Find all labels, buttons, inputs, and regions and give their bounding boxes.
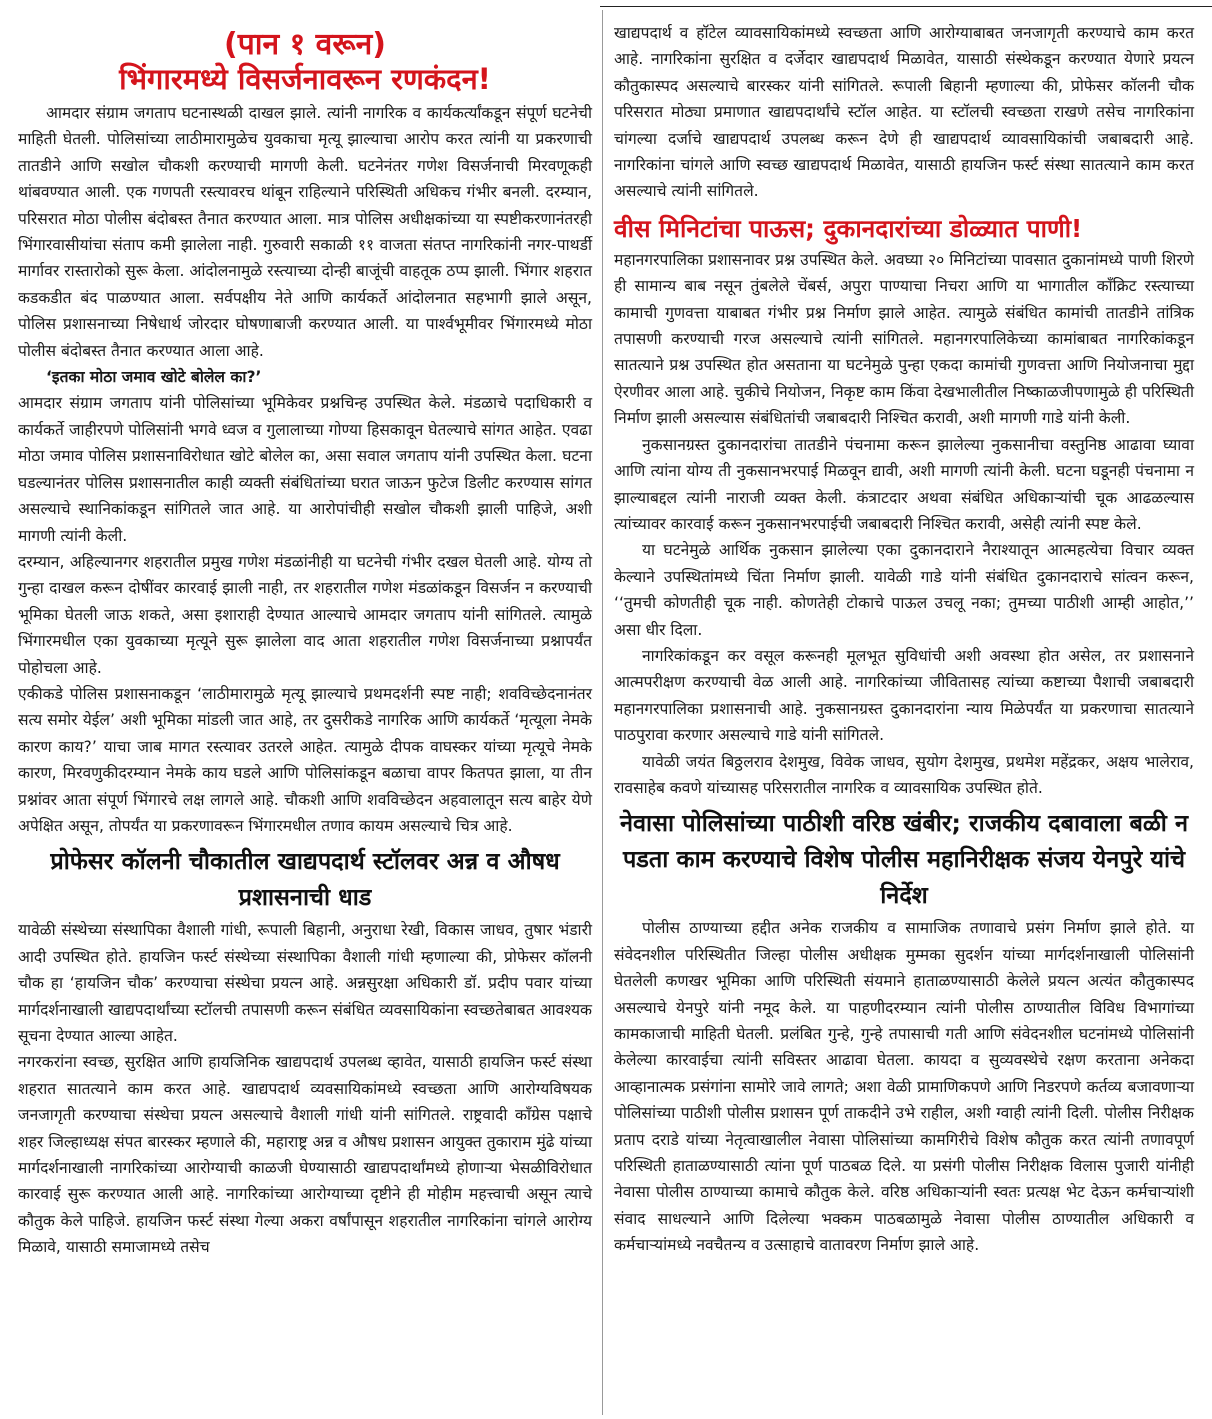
article-paragraph: आमदार संग्राम जगताप यांनी पोलिसांच्या भूमिकेवर प्रश्नचिन्ह उपस्थित केले. मंडळाचे पदाधिकारी व कार्यकर्ते जाहीरपणे पोलिसांनी भगवे ध्वज व गुलालाच्या गोण्या हिसकावून घेतल्याचे सांगत आहेत. एवढा मोठा जमाव पोलिस प्रशासनाविरोधात खोटे बोलेल का, असा सवाल जगताप यांनी उपस्थित केला. घटना घडल्यानंतर पोलिस प्रशासनातील काही व्यक्ती संबंधितांच्या घरात जाऊन फुटेज डिलीट करण्यास सांगत असल्याचे स्थानिकांकडून सांगितले जात आहे. या आरोपांचीही सखोल चौकशी झाली पाहिजे, अशी मागणी त्यांनी केली. [18, 394, 592, 545]
article-paragraph: यावेळी संस्थेच्या संस्थापिका वैशाली गांधी, रूपाली बिहानी, अनुराधा रेखी, विकास जाधव, तुषार भंडारी आदी उपस्थित होते. हायजिन फर्स्ट संस्थेच्या संस्थापिका वैशाली गांधी म्हणाल्या की, प्रोफेसर कॉलनी चौक हा ‘हायजिन चौक’ करण्याचा संस्थेचा प्रयत्न आहे. अन्नसुरक्षा अधिकारी डॉ. प्रदीप पवार यांच्या मार्गदर्शनाखाली खाद्यपदार्थांच्या स्टॉलची तपासणी करून संबंधित व्यवसायिकांना स्वच्छतेबाबत आवश्यक सूचना देण्यात आल्या आहेत. [18, 921, 592, 1045]
article-paragraph: दरम्यान, अहिल्यानगर शहरातील प्रमुख गणेश मंडळांनीही या घटनेची गंभीर दखल घेतली आहे. योग्य तो गुन्हा दाखल करून दोषींवर कारवाई झाली नाही, तर शहरातील गणेश मंडळांकडून विसर्जन न करण्याची भूमिका घेतली जाऊ शकते, असा इशाराही देण्यात आल्याचे आमदार जगताप यांनी सांगितले. त्यामुळे भिंगारमधील एका युवकाच्या मृत्यूने सुरू झालेला वाद आता शहरातील गणेश विसर्जनाच्या प्रश्नापर्यंत पोहोचला आहे. [18, 552, 592, 677]
article-paragraph: खाद्यपदार्थ व हॉटेल व्यावसायिकांमध्ये स्वच्छता आणि आरोग्याबाबत जनजागृती करण्याचे काम करत आहे. नागरिकांना सुरक्षित व दर्जेदार खाद्यपदार्थ मिळावेत, यासाठी संस्थेकडून करण्यात येणारे प्रयत्न कौतुकास्पद असल्याचे बारस्कर यांनी सांगितले. रूपाली बिहानी म्हणाल्या की, प्रोफेसर कॉलनी चौक परिसरात मोठ्या प्रमाणात खाद्यपदार्थांचे स्टॉल आहेत. या स्टॉलची स्वच्छता राखणे तसेच नागरिकांना चांगल्या दर्जाचे खाद्यपदार्थ उपलब्ध करून देणे ही खाद्यपदार्थ व्यावसायिकांची जबाबदारी आहे. नागरिकांना चांगले आणि स्वच्छ खाद्यपदार्थ मिळावेत, यासाठी हायजिन फर्स्ट संस्था सातत्याने काम करत असल्याचे त्यांनी सांगितले. [614, 24, 1194, 201]
bhingar-headline: भिंगारमध्ये विसर्जनावरून रणकंदन! [119, 62, 491, 96]
article-paragraph: नगरकरांना स्वच्छ, सुरक्षित आणि हायजिनिक खाद्यपदार्थ उपलब्ध व्हावेत, यासाठी हायजिन फर्स्ट संस्था शहरात सातत्याने काम करत आहे. खाद्यपदार्थ व्यवसायिकांमध्ये स्वच्छता आणि आरोग्यविषयक जनजागृती करण्याचा संस्थेचा प्रयत्न असल्याचे वैशाली गांधी यांनी सांगितले. राष्ट्रवादी काँग्रेस पक्षाचे शहर जिल्हाध्यक्ष संपत बारस्कर म्हणाले की, महाराष्ट्र अन्न व औषध प्रशासन आयुक्त तुकाराम मुंढे यांच्या मार्गदर्शनाखाली नागरिकांच्या आरोग्याची काळजी घेण्यासाठी खाद्यपदार्थांमध्ये होणाऱ्या भेसळीविरोधात कारवाई सुरू करण्यात आली आहे. नागरिकांच्या आरोग्याच्या दृष्टीने ही मोहीम महत्त्वाची असून त्याचे कौतुक केले पाहिजे. हायजिन फर्स्ट संस्था गेल्या अकरा वर्षांपासून शहरातील नागरिकांना चांगले आरोग्य मिळावे, यासाठी समाजामध्ये तसेच [18, 1053, 592, 1257]
right-column [614, 0, 1194, 1259]
article-paragraph: नागरिकांकडून कर वसूल करूनही मूलभूत सुविधांची अशी अवस्था होत असेल, तर प्रशासनाने आत्मपरीक्षण करण्याची वेळ आली आहे. नागरिकांच्या जीवितासह त्यांच्या कष्टाच्या पैशाची जबाबदारी महानगरपालिका प्रशासनाची आहे. नुकसानग्रस्त दुकानदारांना न्याय मिळेपर्यंत या प्रकरणाचा सातत्याने पाठपुरावा करणार असल्याचे गाडे यांनी सांगितले. [614, 646, 1194, 745]
article-paragraph: पोलीस ठाण्याच्या हद्दीत अनेक राजकीय व सामाजिक तणावाचे प्रसंग निर्माण झाले होते. या संवेदनशील परिस्थितीत जिल्हा पोलीस अधीक्षक मुम्मका सुदर्शन यांच्या मार्गदर्शनाखाली पोलिसांनी घेतलेली कणखर भूमिका आणि परिस्थिती संयमाने हाताळण्यासाठी केलेले प्रयत्न अत्यंत कौतुकास्पद असल्याचे येनपुरे यांनी नमूद केले. या पाहणीदरम्यान त्यांनी पोलीस ठाण्यातील विविध विभागांच्या कामकाजाची माहिती घेतली. प्रलंबित गुन्हे, गुन्हे तपासाची गती आणि संवेदनशील घटनांमध्ये पोलिसांनी केलेल्या कारवाईचा त्यांनी सविस्तर आढावा घेतला. कायदा व सुव्यवस्थेचे रक्षण करताना अनेकदा आव्हानात्मक प्रसंगांना सामोरे जावे लागते; अशा वेळी प्रामाणिकपणे आणि निडरपणे कर्तव्य बजावणाऱ्या पोलिसांच्या पाठीशी पोलीस प्रशासन पूर्ण ताकदीने उभे राहील, अशी ग्वाही त्यांनी दिली. पोलीस निरीक्षक प्रताप दराडे यांच्या नेतृत्वाखालील नेवासा पोलिसांच्या कामगिरीचे विशेष कौतुक करत त्यांनी तणावपूर्ण परिस्थिती हाताळण्यासाठी त्यांना पूर्ण पाठबळ दिले. या प्रसंगी पोलीस निरीक्षक विलास पुजारी यांनीही नेवासा पोलीस ठाण्याच्या कामाचे कौतुक केले. वरिष्ठ अधिकाऱ्यांनी स्वतः प्रत्यक्ष भेट देऊन कर्मचाऱ्यांशी संवाद साधल्याने आणि दिलेल्या भक्कम पाठबळामुळे नेवासा पोलीस ठाण्यातील अधिकारी व कर्मचाऱ्यांमध्ये नवचैतन्य व उत्साहाचे वातावरण निर्माण झाले आहे. [614, 919, 1194, 1255]
article-paragraph: एकीकडे पोलिस प्रशासनाकडून ‘लाठीमारामुळे मृत्यू झाल्याचे प्रथमदर्शनी स्पष्ट नाही; शवविच्छेदनानंतर सत्य समोर येईल’ अशी भूमिका मांडली जात आहे, तर दुसरीकडे नागरिक आणि कार्यकर्ते ‘मृत्यूला नेमके कारण काय?’ याचा जाब मागत रस्त्यावर उतरले आहेत. त्यामुळे दीपक वाघस्कर यांच्या मृत्यूचे नेमके कारण, मिरवणुकीदरम्यान नेमके काय घडले आणि पोलिसांकडून बळाचा वापर कितपत झाला, या तीन प्रश्नांवर आता संपूर्ण भिंगारचे लक्ष लागले आहे. चौकशी आणि शवविच्छेदन अहवालातून सत्य बाहेर येणे अपेक्षित असून, तोपर्यंत या प्रकरणावरून भिंगारमधील तणाव कायम असल्याचे चित्र आहे. [18, 684, 592, 835]
article-paragraph: महानगरपालिका प्रशासनावर प्रश्न उपस्थित केले. अवघ्या २० मिनिटांच्या पावसात दुकानांमध्ये पाणी शिरणे ही सामान्य बाब नसून तुंबलेले चेंबर्स, अपुरा पाण्याचा निचरा आणि या भागातील कॉंक्रिट रस्त्याच्या कामाची गुणवत्ता याबाबत गंभीर प्रश्न निर्माण झाले आहेत. त्यामुळे संबंधित कामांची तातडीने तांत्रिक तपासणी करण्याची गरज असल्याचे त्यांनी सांगितले. महानगरपालिकेच्या कामांबाबत नागरिकांकडून सातत्याने प्रश्न उपस्थित होत असताना या घटनेमुळे पुन्हा एकदा कामांची गुणवत्ता आणि नियोजनाचा मुद्दा ऐरणीवर आला आहे. चुकीचे नियोजन, निकृष्ट काम किंवा देखभालीतील निष्काळजीपणामुळे ही परिस्थिती निर्माण झाली असल्यास संबंधितांची जबाबदारी निश्चित करावी, अशी मागणी गाडे यांनी केली. [614, 250, 1194, 428]
food-stall-raid-headline: प्रोफेसर कॉलनी चौकातील खाद्यपदार्थ स्टॉलवर अन्न व औषध प्रशासनाची धाड [50, 847, 560, 912]
article-paragraph: नुकसानग्रस्त दुकानदारांचा तातडीने पंचनामा करून झालेल्या नुकसानीचा वस्तुनिष्ठ आढावा घ्यावा आणि त्यांना योग्य ती नुकसानभरपाई मिळवून द्यावी, अशी मागणी त्यांनी केली. घटना घडूनही पंचनामा न झाल्याबद्दल त्यांनी नाराजी व्यक्त केली. कंत्राटदार अथवा संबंधित अधिकाऱ्यांची चूक आढळल्यास त्यांच्यावर कारवाई करून नुकसानभरपाईची जबाबदारी निश्चित करावी, असेही त्यांनी स्पष्ट केले. [614, 435, 1194, 533]
continued-from-page-label: (पान १ वरून) [223, 27, 386, 62]
nevasa-police-headline: नेवासा पोलिसांच्या पाठीशी वरिष्ठ खंबीर; राजकीय दबावाला बळी न पडता काम करण्याचे विशेष पोलीस महानिरीक्षक संजय येनपुरे यांचे निर्देश [619, 809, 1189, 910]
rain-headline: वीस मिनिटांचा पाऊस; दुकानदारांच्या डोळ्यात पाणी! [614, 213, 1083, 243]
article-paragraph: आमदार संग्राम जगताप घटनास्थळी दाखल झाले. त्यांनी नागरिक व कार्यकर्त्यांकडून संपूर्ण घटनेची माहिती घेतली. पोलिसांच्या लाठीमारामुळेच युवकाचा मृत्यू झाल्याचा आरोप करत त्यांनी या प्रकरणाची तातडीने आणि सखोल चौकशी करण्याची मागणी केली. घटनेनंतर गणेश विसर्जनाची मिरवणूकही थांबवण्यात आली. एक गणपती रस्त्यावरच थांबून राहिल्याने परिस्थिती अधिकच गंभीर बनली. दरम्यान, परिसरात मोठा पोलीस बंदोबस्त तैनात करण्यात आला. मात्र पोलिस अधीक्षकांच्या या स्पष्टीकरणानंतरही भिंगारवासीयांचा संताप कमी झालेला नाही. गुरुवारी सकाळी ११ वाजता संतप्त नागरिकांनी नगर-पाथर्डी मार्गावर रास्तारोको सुरू केला. आंदोलनामुळे रस्त्याच्या दोन्ही बाजूंची वाहतूक ठप्प झाली. भिंगार शहरात कडकडीत बंद पाळण्यात आला. सर्वपक्षीय नेते आणि कार्यकर्ते आंदोलनात सहभागी झाले असून, पोलिस प्रशासनाच्या निषेधार्थ जोरदार घोषणाबाजी करण्यात आली. या पार्श्वभूमीवर भिंगारमध्ये मोठा पोलीस बंदोबस्त तैनात करण्यात आला आहे. [18, 104, 592, 360]
article-paragraph: या घटनेमुळे आर्थिक नुकसान झालेल्या एका दुकानदाराने नैराश्यातून आत्महत्येचा विचार व्यक्त केल्याने उपस्थितांमध्ये चिंता निर्माण झाली. यावेळी गाडे यांनी संबंधित दुकानदाराचे सांत्वन करून, ‘‘तुमची कोणतीही चूक नाही. कोणतेही टोकाचे पाऊल उचलू नका; तुमच्या पाठीशी आम्ही आहोत,’’ असा धीर दिला. [614, 541, 1194, 639]
left-column [18, 0, 592, 1261]
article-subhead: ‘इतका मोठा जमाव खोटे बोलेल का?’ [46, 368, 262, 387]
article-paragraph: यावेळी जयंत बिठ्ठलराव देशमुख, विवेक जाधव, सुयोग देशमुख, प्रथमेश महेंद्रकर, अक्षय भालेराव, रावसाहेब कवणे यांच्यासह परिसरातील नागरिक व व्यावसायिक उपस्थित होते. [614, 752, 1194, 797]
column-divider [602, 10, 603, 1415]
